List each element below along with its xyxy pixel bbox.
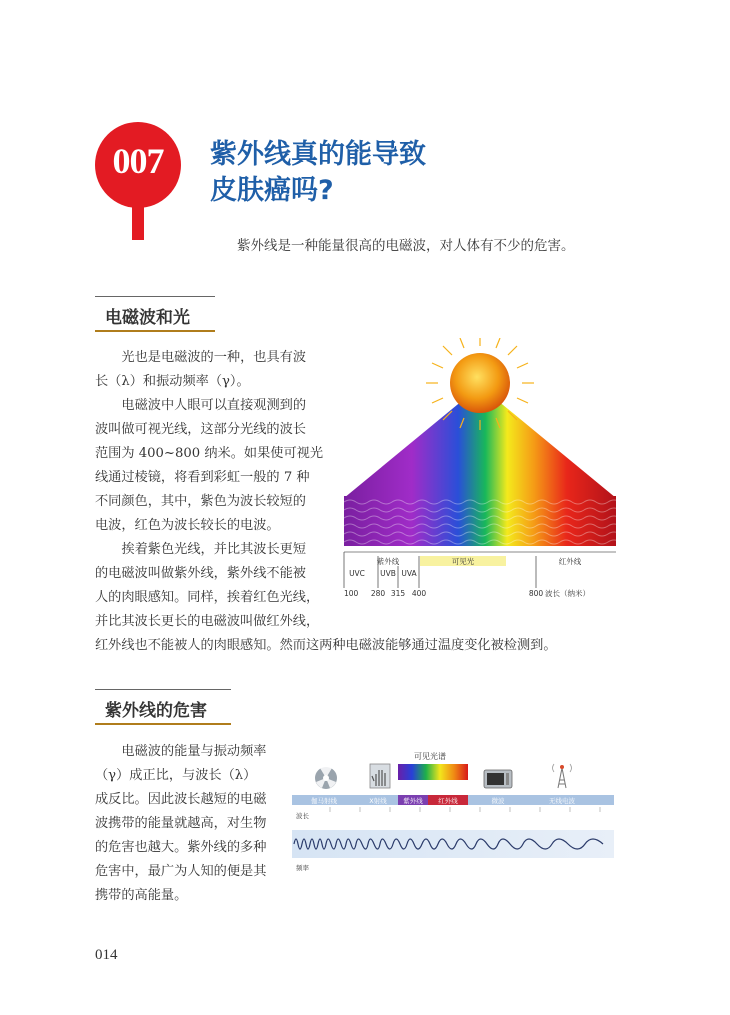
sun-icon bbox=[450, 353, 510, 413]
label-infrared: 红外线 bbox=[558, 557, 582, 566]
s1-line-5: 线通过棱镜，将看到彩虹一般的 7 种 bbox=[95, 470, 310, 485]
title-line-2: 皮肤癌吗? bbox=[210, 175, 334, 206]
visible-spectrum-title: 可见光谱 bbox=[414, 752, 446, 761]
page-subtitle: 紫外线是一种能量很高的电磁波，对人体有不少的危害。 bbox=[237, 238, 575, 254]
tick-800: 800 bbox=[528, 589, 544, 598]
em-spectrum-diagram bbox=[290, 748, 620, 878]
label-uvb: UVB bbox=[380, 569, 396, 578]
title-line-1: 紫外线真的能导致 bbox=[210, 139, 426, 170]
label-ultraviolet: 紫外线 bbox=[376, 557, 400, 566]
band-ultraviolet: 紫外线 bbox=[403, 797, 423, 805]
s1-line-9: 的电磁波叫做紫外线，紫外线不能被 bbox=[95, 566, 306, 581]
frequency-label: 频率 bbox=[296, 864, 309, 872]
wavelength-label: 波长 bbox=[296, 812, 309, 820]
tick-280: 280 bbox=[370, 589, 386, 598]
xray-hand-icon bbox=[370, 764, 390, 788]
s1-line-11: 并比其波长更长的电磁波叫做红外线， bbox=[95, 614, 320, 629]
section1-rule-bottom bbox=[95, 330, 215, 332]
chapter-badge-stem bbox=[132, 198, 144, 240]
section2-heading: 紫外线的危害 bbox=[105, 701, 207, 721]
label-uva: UVA bbox=[401, 569, 417, 578]
s1-line-10: 人的肉眼感知。同样，挨着红色光线， bbox=[95, 590, 320, 605]
s1-line-2: 电磁波中人眼可以直接观测到的 bbox=[121, 398, 307, 413]
s1-line-1: 长（λ）和振动频率（γ）。 bbox=[95, 374, 250, 389]
s1-line-4: 范围为 400~800 纳米。如果使可视光 bbox=[95, 446, 324, 461]
s2-line-5: 危害中，最广为人知的便是其 bbox=[95, 864, 267, 879]
section2-body bbox=[95, 740, 285, 908]
s1-line-8: 挨着紫色光线，并比其波长更短 bbox=[121, 542, 307, 557]
tick-100: 100 bbox=[344, 589, 359, 598]
s1-line-0: 光也是电磁波的一种，也具有波 bbox=[121, 350, 307, 365]
band-radio: 无线电波 bbox=[549, 797, 575, 805]
light-spectrum-diagram bbox=[340, 338, 620, 600]
s1-line-7: 电波，红色为波长较长的电波。 bbox=[95, 518, 280, 533]
microwave-icon bbox=[484, 770, 512, 788]
s2-line-2: 成反比。因此波长越短的电磁 bbox=[95, 792, 267, 807]
page-number: 014 bbox=[95, 947, 118, 963]
chapter-number: 007 bbox=[112, 141, 164, 181]
band-infrared: 红外线 bbox=[438, 797, 458, 805]
s2-line-4: 的危害也越大。紫外线的多种 bbox=[95, 840, 267, 855]
section2-rule-bottom bbox=[95, 723, 231, 725]
wavelength-ticks bbox=[330, 807, 600, 812]
s2-line-0: 电磁波的能量与振动频率 bbox=[121, 744, 267, 759]
band-xray: X射线 bbox=[369, 797, 387, 805]
label-visible: 可见光 bbox=[451, 557, 475, 566]
section2-rule-top bbox=[95, 689, 231, 690]
page-title bbox=[210, 137, 510, 209]
s1-line-6: 不同颜色，其中，紫色为波长较短的 bbox=[95, 494, 306, 509]
radiation-icon bbox=[315, 766, 337, 789]
section1-heading: 电磁波和光 bbox=[105, 308, 190, 328]
s2-line-3: 波携带的能量就越高，对生物 bbox=[95, 816, 267, 831]
radio-tower-icon bbox=[553, 764, 572, 788]
label-uvc: UVC bbox=[349, 569, 365, 578]
section1-rule-top bbox=[95, 296, 215, 297]
band-microwave: 微波 bbox=[491, 797, 505, 805]
wavelength-unit-label: 波长（纳米） bbox=[545, 589, 590, 598]
s2-line-6: 携带的高能量。 bbox=[95, 888, 188, 903]
tick-400: 400 bbox=[411, 589, 427, 598]
tick-315: 315 bbox=[390, 589, 406, 598]
s1-line-3: 波叫做可视光线，这部分光线的波长 bbox=[95, 422, 306, 437]
s1-line-12: 红外线也不能被人的肉眼感知。然而这两种电磁波能够通过温度变化被检测到。 bbox=[95, 638, 557, 653]
s2-line-1: （γ）成正比，与波长（λ） bbox=[95, 768, 257, 783]
wave-box bbox=[292, 830, 614, 858]
visible-spectrum-bar bbox=[398, 764, 468, 780]
band-gamma: 伽马射线 bbox=[311, 797, 337, 805]
